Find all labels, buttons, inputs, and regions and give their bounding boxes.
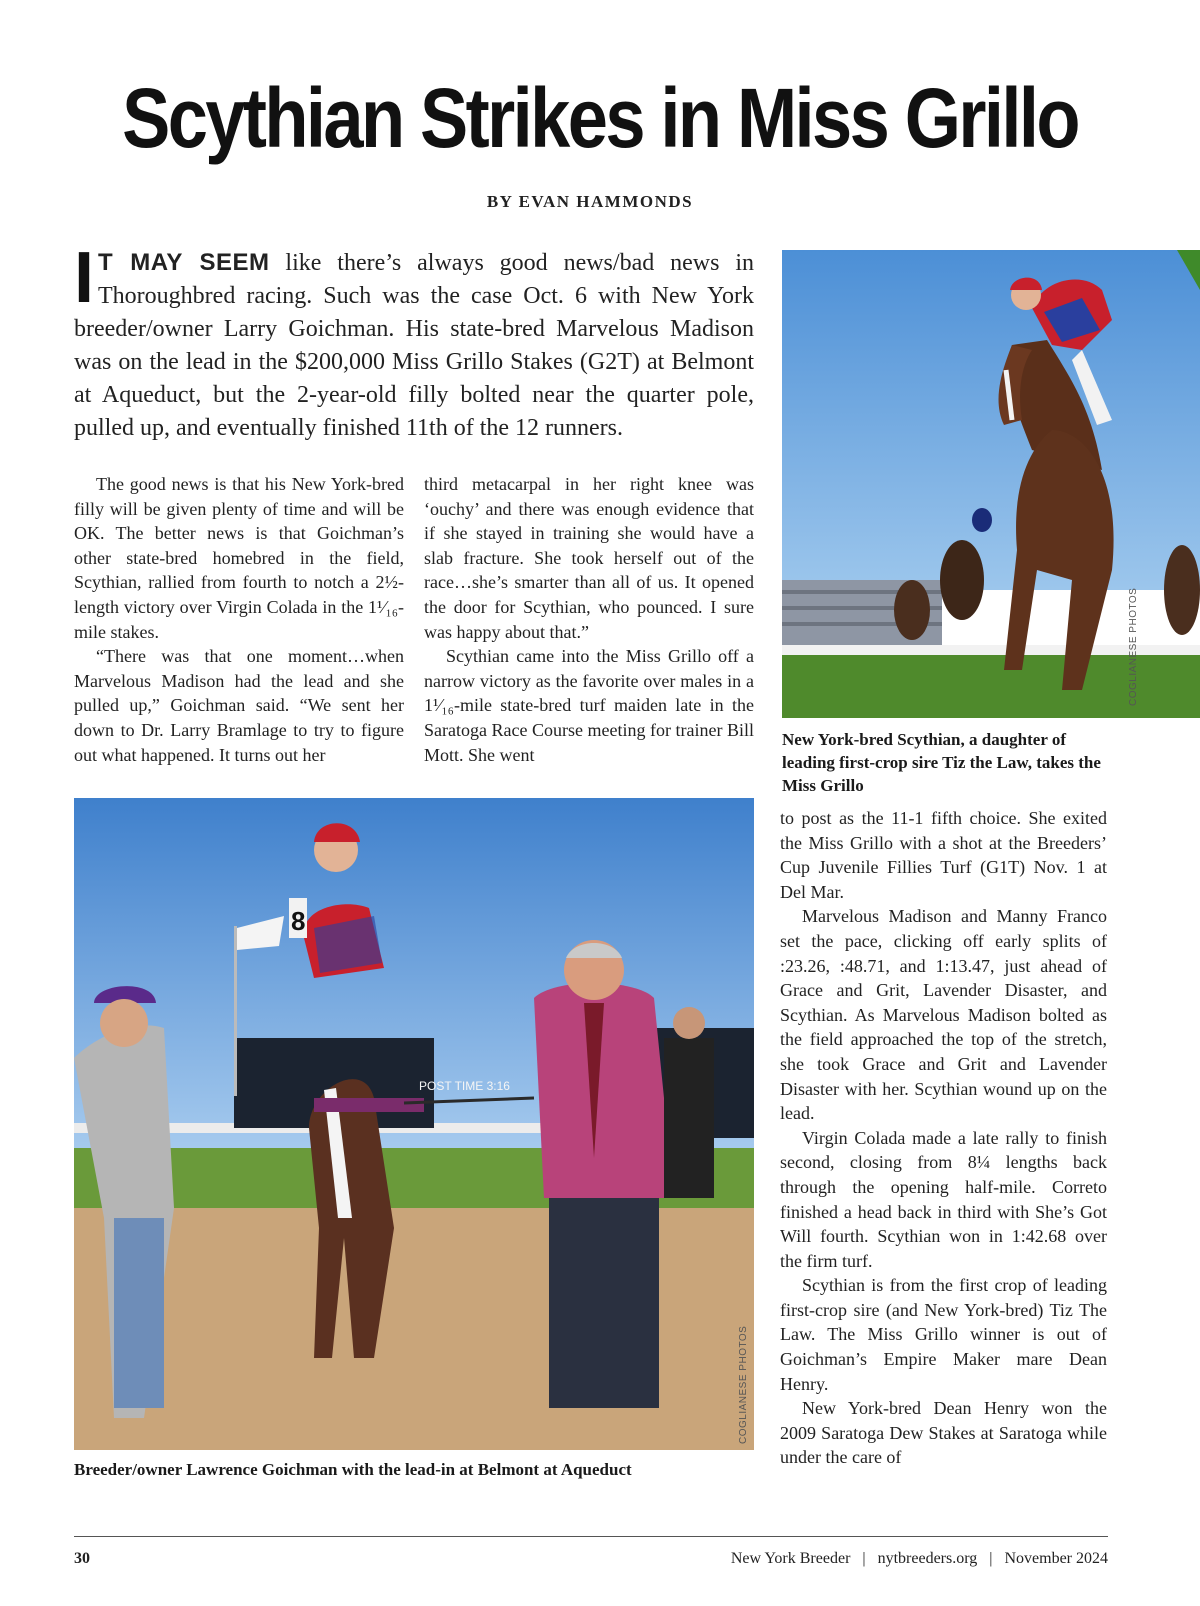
lede-lead-caps: T MAY SEEM — [98, 249, 270, 276]
paragraph: Marvelous Madison and Manny Franco set the pace, clicking off early splits of :23.26, :48.71, and 1:13.47, just ahead of Grace and Grit, Lavender Disaster, and Scythian. As Marvelous Madison bolted as the field approached the top of the stretch, she took Grace and Grit and Lavender Disaster with her. Scythian wound up on the lead. — [780, 906, 1107, 1124]
paragraph: Virgin Colada made a late rally to finish second, closing from 8¼ lengths back through the opening half-mile. Correto finished a head back in third with She’s Got Will fourth. Scythian won in 1:42.68 over the firm turf. — [780, 1127, 1107, 1271]
paragraph: “There was that one moment…when Marvelous Madison had the lead and she pulled up,” Goichman said. “We sent her down to Dr. Larry Bramlage to try to figure out what happened. It turns out her — [74, 646, 404, 765]
footer-separator: | — [989, 1550, 993, 1567]
issue-date: November 2024 — [1004, 1550, 1108, 1567]
article-column-2 — [424, 472, 754, 767]
lede-text: like there’s always good news/bad news in Thoroughbred racing. Such was the case Oct. 6 with New York breeder/owner Larry Goichman. His state-bred Marvelous Madison was on the lead in the $200,000 Miss Grillo Stakes (G2T) at Belmont at Aqueduct, but the 2-year-old filly bolted near the quarter pole, pulled up, and eventually finished 11th of the 12 runners. — [74, 250, 754, 441]
footer-separator: | — [862, 1550, 866, 1567]
paragraph: The good news is that his New York-bred filly will be given plenty of time and will be OK. The better news is that Goichman’s other state-bred homebred in the field, Scythian, rallied from fourth to notch a 2½-length victory over Virgin Colada in the 1¹⁄₁₆-mile stakes. — [74, 474, 404, 642]
footer-info — [731, 1550, 1108, 1568]
article-column-1 — [74, 472, 404, 767]
paragraph: Scythian came into the Miss Grillo off a narrow victory as the favorite over males in a 1¹⁄₁₆-mile state-bred turf maiden late in the Saratoga Race Course meeting for trainer Bill Mott. She went — [424, 646, 754, 765]
race-finish-photo — [782, 250, 1200, 718]
paragraph: New York-bred Dean Henry won the 2009 Saratoga Dew Stakes at Saratoga while under the care of — [780, 1398, 1107, 1468]
byline: BY EVAN HAMMONDS — [486, 192, 694, 211]
headline: Scythian Strikes in Miss Grillo — [122, 71, 1078, 165]
footer-rule — [74, 1536, 1108, 1537]
photo-caption: Breeder/owner Lawrence Goichman with the lead-in at Belmont at Aqueduct — [74, 1460, 632, 1479]
tote-board-text: POST TIME 3:16 — [419, 1079, 510, 1093]
article-column-3 — [780, 806, 1107, 1470]
publication-name: New York Breeder — [730, 1550, 851, 1567]
photo-caption: New York-bred Scythian, a daughter of leading first-crop sire Tiz the Law, takes the Miss Grillo — [782, 730, 1101, 795]
photo-credit: COGLIANESE PHOTOS — [1128, 587, 1139, 706]
website-link[interactable]: nytbreeders.org — [877, 1550, 978, 1567]
paragraph: to post as the 11-1 fifth choice. She exited the Miss Grillo with a shot at the Breeders’ Cup Juvenile Fillies Turf (G1T) Nov. 1 at Del Mar. — [780, 808, 1107, 902]
saddle-number: 8 — [291, 906, 306, 936]
paragraph: Scythian is from the first crop of leading first-crop sire (and New York-bred) Tiz The Law. The Miss Grillo winner is out of Goichman’s Empire Maker mare Dean Henry. — [780, 1275, 1107, 1394]
page-number: 30 — [74, 1550, 90, 1567]
drop-cap: I — [74, 238, 95, 318]
photo-credit: COGLIANESE PHOTOS — [738, 1325, 749, 1444]
paragraph: third metacarpal in her right knee was ‘ouchy’ and there was enough evidence that if she stayed in training she would have a slab fracture. She took herself out of the race…she’s smarter than all of us. It opened the door for Scythian, who pounced. I sure was happy about that.” — [424, 474, 754, 642]
winners-circle-photo — [74, 798, 754, 1450]
winners-circle-illustration — [74, 798, 754, 1450]
lede-paragraph — [74, 238, 754, 445]
